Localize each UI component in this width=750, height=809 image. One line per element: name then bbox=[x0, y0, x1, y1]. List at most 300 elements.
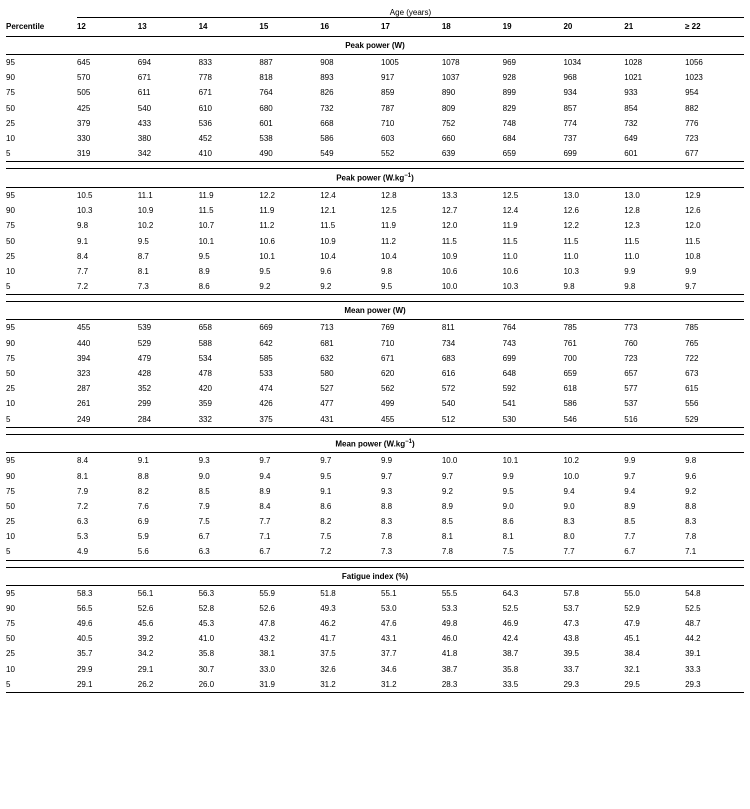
value-cell: 769 bbox=[381, 323, 395, 333]
value-cell: 8.1 bbox=[441, 532, 453, 542]
value-cell: 39.2 bbox=[137, 634, 154, 644]
value-cell: 10.6 bbox=[502, 267, 519, 276]
value-cell: 585 bbox=[259, 353, 273, 363]
value-cell: 660 bbox=[441, 134, 456, 144]
value-cell: 52.6 bbox=[259, 603, 275, 613]
value-cell: 12.5 bbox=[381, 206, 397, 216]
value-cell: 8.5 bbox=[624, 517, 636, 527]
value-cell: 639 bbox=[441, 149, 456, 159]
value-cell: 618 bbox=[563, 384, 577, 394]
value-cell: 556 bbox=[685, 399, 699, 409]
section-title: Peak power (W) bbox=[6, 37, 744, 55]
value-cell: 917 bbox=[381, 73, 395, 83]
value-cell: 7.3 bbox=[381, 547, 393, 557]
value-cell: 379 bbox=[76, 118, 91, 128]
percentile-cell: 25 bbox=[6, 649, 15, 659]
value-cell: 9.8 bbox=[76, 221, 89, 231]
value-cell: 11.5 bbox=[320, 221, 336, 231]
value-cell: 586 bbox=[320, 134, 334, 144]
value-cell: 8.7 bbox=[137, 251, 149, 261]
value-cell: 8.6 bbox=[320, 501, 332, 511]
value-cell: 1023 bbox=[685, 73, 703, 83]
value-cell: 6.3 bbox=[198, 547, 210, 557]
value-cell: 811 bbox=[441, 323, 455, 333]
value-cell: 8.3 bbox=[563, 517, 575, 527]
value-cell: 33.0 bbox=[259, 664, 275, 674]
value-cell: 541 bbox=[502, 399, 516, 409]
value-cell: 8.8 bbox=[137, 471, 149, 481]
value-cell: 425 bbox=[76, 103, 91, 113]
value-cell: 534 bbox=[198, 353, 212, 363]
value-cell: 710 bbox=[381, 118, 395, 128]
percentile-cell: 90 bbox=[6, 471, 15, 481]
value-cell: 499 bbox=[381, 399, 395, 409]
value-cell: 490 bbox=[259, 149, 273, 159]
value-cell: 9.2 bbox=[441, 486, 453, 496]
value-cell: 11.5 bbox=[685, 236, 701, 246]
value-cell: 540 bbox=[441, 399, 456, 409]
value-cell: 7.2 bbox=[320, 547, 332, 557]
table-row bbox=[6, 131, 744, 146]
value-cell: 299 bbox=[137, 399, 152, 409]
value-cell: 261 bbox=[76, 399, 91, 409]
value-cell: 9.5 bbox=[320, 471, 332, 481]
value-cell: 10.8 bbox=[685, 251, 701, 261]
value-cell: 694 bbox=[137, 58, 152, 68]
value-cell: 40.5 bbox=[76, 634, 93, 644]
table-row bbox=[6, 484, 744, 499]
value-cell: 882 bbox=[685, 103, 699, 113]
section-divider-cell bbox=[6, 162, 744, 169]
percentile-cell: 10 bbox=[6, 532, 15, 542]
value-cell: 12.8 bbox=[381, 191, 397, 201]
value-cell: 684 bbox=[502, 134, 516, 144]
column-header-row bbox=[6, 18, 744, 37]
value-cell: 8.3 bbox=[685, 517, 697, 527]
value-cell: 11.0 bbox=[563, 251, 579, 261]
value-cell: 12.6 bbox=[685, 206, 701, 216]
value-cell: 49.3 bbox=[320, 603, 336, 613]
value-cell: 699 bbox=[563, 149, 577, 159]
value-cell: 890 bbox=[441, 88, 456, 98]
percentile-cell: 10 bbox=[6, 267, 15, 276]
value-cell: 52.5 bbox=[685, 603, 701, 613]
value-cell: 31.2 bbox=[320, 679, 336, 689]
value-cell: 55.1 bbox=[381, 588, 397, 598]
value-cell: 530 bbox=[502, 414, 516, 424]
value-cell: 47.3 bbox=[563, 619, 580, 629]
value-cell: 529 bbox=[137, 338, 152, 348]
table-row bbox=[6, 320, 744, 336]
value-cell: 52.9 bbox=[624, 603, 640, 613]
value-cell: 56.3 bbox=[198, 588, 215, 598]
value-cell: 570 bbox=[76, 73, 91, 83]
value-cell: 887 bbox=[259, 58, 273, 68]
value-cell: 854 bbox=[624, 103, 638, 113]
percentile-cell: 75 bbox=[6, 88, 15, 98]
value-cell: 761 bbox=[563, 338, 577, 348]
value-cell: 41.8 bbox=[441, 649, 458, 659]
table-row bbox=[6, 585, 744, 601]
value-cell: 31.9 bbox=[259, 679, 275, 689]
value-cell: 774 bbox=[563, 118, 577, 128]
table-row bbox=[6, 218, 744, 233]
value-cell: 7.5 bbox=[198, 517, 210, 527]
value-cell: 11.9 bbox=[198, 191, 214, 201]
value-cell: 1078 bbox=[441, 58, 460, 68]
value-cell: 659 bbox=[502, 149, 516, 159]
value-cell: 580 bbox=[320, 368, 334, 378]
value-cell: 734 bbox=[441, 338, 456, 348]
value-cell: 12.0 bbox=[441, 221, 458, 231]
value-cell: 13.0 bbox=[624, 191, 640, 201]
value-cell: 723 bbox=[685, 134, 699, 144]
value-cell: 9.5 bbox=[502, 486, 514, 496]
value-cell: 10.0 bbox=[441, 456, 458, 466]
value-cell: 35.8 bbox=[198, 649, 215, 659]
section-title-row bbox=[6, 169, 744, 188]
value-cell: 9.5 bbox=[259, 267, 271, 276]
value-cell: 632 bbox=[320, 353, 334, 363]
value-cell: 7.3 bbox=[137, 282, 149, 292]
value-cell: 9.8 bbox=[381, 267, 393, 276]
table-row bbox=[6, 529, 744, 544]
value-cell: 533 bbox=[259, 368, 273, 378]
value-cell: 54.8 bbox=[685, 588, 701, 598]
percentile-cell: 50 bbox=[6, 103, 15, 113]
age-group-header: Age (years) bbox=[77, 8, 744, 18]
value-cell: 394 bbox=[76, 353, 91, 363]
section-divider-cell bbox=[6, 295, 744, 302]
value-cell: 8.4 bbox=[76, 456, 89, 466]
value-cell: 657 bbox=[624, 368, 638, 378]
value-cell: 431 bbox=[320, 414, 334, 424]
value-cell: 616 bbox=[441, 368, 456, 378]
value-cell: 9.7 bbox=[320, 456, 332, 466]
age-column-header-9: 20 bbox=[563, 22, 573, 31]
value-cell: 13.0 bbox=[563, 191, 580, 201]
value-cell: 9.3 bbox=[198, 456, 210, 466]
value-cell: 681 bbox=[320, 338, 334, 348]
value-cell: 773 bbox=[624, 323, 638, 333]
value-cell: 5.3 bbox=[76, 532, 89, 542]
value-cell: 592 bbox=[502, 384, 516, 394]
value-cell: 538 bbox=[259, 134, 273, 144]
value-cell: 11.1 bbox=[137, 191, 153, 201]
value-cell: 11.5 bbox=[624, 236, 640, 246]
value-cell: 332 bbox=[198, 414, 212, 424]
value-cell: 13.3 bbox=[441, 191, 458, 201]
percentile-cell: 50 bbox=[6, 368, 15, 378]
table-row bbox=[6, 677, 744, 693]
value-cell: 8.6 bbox=[198, 282, 210, 292]
value-cell: 9.9 bbox=[381, 456, 393, 466]
percentile-cell: 5 bbox=[6, 282, 11, 292]
percentile-cell: 75 bbox=[6, 486, 15, 496]
value-cell: 29.5 bbox=[624, 679, 640, 689]
value-cell: 764 bbox=[259, 88, 273, 98]
value-cell: 7.7 bbox=[76, 267, 89, 276]
value-cell: 7.8 bbox=[441, 547, 453, 557]
table-row bbox=[6, 381, 744, 396]
table-row bbox=[6, 279, 744, 295]
value-cell: 10.7 bbox=[198, 221, 215, 231]
value-cell: 477 bbox=[320, 399, 334, 409]
value-cell: 9.7 bbox=[685, 282, 697, 292]
value-cell: 700 bbox=[563, 353, 577, 363]
value-cell: 537 bbox=[624, 399, 638, 409]
value-cell: 7.5 bbox=[320, 532, 332, 542]
table-row bbox=[6, 85, 744, 100]
section-title: Mean power $(W.kg^{-1})$ bbox=[6, 434, 744, 453]
value-cell: 933 bbox=[624, 88, 638, 98]
value-cell: 829 bbox=[502, 103, 516, 113]
value-cell: 284 bbox=[137, 414, 152, 424]
value-cell: 9.5 bbox=[381, 282, 393, 292]
value-cell: 710 bbox=[381, 338, 395, 348]
value-cell: 47.9 bbox=[624, 619, 640, 629]
value-cell: 41.0 bbox=[198, 634, 215, 644]
value-cell: 46.2 bbox=[320, 619, 336, 629]
value-cell: 680 bbox=[259, 103, 273, 113]
value-cell: 380 bbox=[137, 134, 152, 144]
percentile-cell: 95 bbox=[6, 456, 15, 466]
value-cell: 29.3 bbox=[685, 679, 701, 689]
value-cell: 34.2 bbox=[137, 649, 154, 659]
table-row bbox=[6, 146, 744, 162]
section-divider-cell bbox=[6, 427, 744, 434]
value-cell: 934 bbox=[563, 88, 577, 98]
value-cell: 55.9 bbox=[259, 588, 275, 598]
value-cell: 5.9 bbox=[137, 532, 149, 542]
value-cell: 342 bbox=[137, 149, 152, 159]
value-cell: 11.2 bbox=[259, 221, 275, 231]
value-cell: 46.0 bbox=[441, 634, 458, 644]
table-row bbox=[6, 249, 744, 264]
age-column-header-2: 13 bbox=[137, 22, 147, 31]
value-cell: 668 bbox=[320, 118, 334, 128]
value-cell: 908 bbox=[320, 58, 334, 68]
value-cell: 512 bbox=[441, 414, 456, 424]
section-divider bbox=[6, 692, 744, 695]
value-cell: 833 bbox=[198, 58, 212, 68]
age-group-spacer bbox=[6, 8, 77, 18]
age-column-header-10: 21 bbox=[624, 22, 634, 31]
value-cell: 699 bbox=[502, 353, 516, 363]
value-cell: 45.3 bbox=[198, 619, 215, 629]
value-cell: 9.3 bbox=[381, 486, 393, 496]
value-cell: 899 bbox=[502, 88, 516, 98]
percentile-cell: 95 bbox=[6, 323, 15, 333]
percentile-cell: 90 bbox=[6, 73, 15, 83]
value-cell: 7.2 bbox=[76, 282, 89, 292]
value-cell: 29.1 bbox=[137, 664, 154, 674]
value-cell: 10.6 bbox=[441, 267, 458, 276]
table-row bbox=[6, 662, 744, 677]
value-cell: 12.6 bbox=[563, 206, 580, 216]
value-cell: 809 bbox=[441, 103, 456, 113]
value-cell: 673 bbox=[685, 368, 699, 378]
value-cell: 1056 bbox=[685, 58, 703, 68]
table-row bbox=[6, 187, 744, 203]
value-cell: 588 bbox=[198, 338, 212, 348]
value-cell: 10.3 bbox=[502, 282, 519, 292]
value-cell: 53.0 bbox=[381, 603, 397, 613]
value-cell: 9.0 bbox=[502, 501, 514, 511]
value-cell: 330 bbox=[76, 134, 91, 144]
section-title: Peak power $(W.kg^{-1})$ bbox=[6, 169, 744, 188]
value-cell: 928 bbox=[502, 73, 516, 83]
value-cell: 1005 bbox=[381, 58, 399, 68]
value-cell: 572 bbox=[441, 384, 456, 394]
value-cell: 10.2 bbox=[563, 456, 580, 466]
value-cell: 818 bbox=[259, 73, 273, 83]
table-row bbox=[6, 203, 744, 218]
value-cell: 669 bbox=[259, 323, 273, 333]
value-cell: 10.0 bbox=[563, 471, 580, 481]
value-cell: 33.7 bbox=[563, 664, 580, 674]
age-column-header-6: 17 bbox=[381, 22, 390, 31]
percentile-cell: 25 bbox=[6, 118, 15, 128]
table-row bbox=[6, 351, 744, 366]
percentile-cell: 25 bbox=[6, 384, 15, 394]
value-cell: 546 bbox=[563, 414, 577, 424]
value-cell: 9.4 bbox=[624, 486, 636, 496]
value-cell: 10.4 bbox=[320, 251, 336, 261]
value-cell: 55.0 bbox=[624, 588, 640, 598]
table-row bbox=[6, 366, 744, 381]
value-cell: 776 bbox=[685, 118, 699, 128]
value-cell: 658 bbox=[198, 323, 212, 333]
age-column-header-4: 15 bbox=[259, 22, 269, 31]
table-row bbox=[6, 396, 744, 411]
percentile-cell: 5 bbox=[6, 414, 11, 424]
value-cell: 12.1 bbox=[320, 206, 336, 216]
value-cell: 8.8 bbox=[685, 501, 697, 511]
value-cell: 7.2 bbox=[76, 501, 89, 511]
value-cell: 586 bbox=[563, 399, 577, 409]
value-cell: 9.4 bbox=[259, 471, 271, 481]
value-cell: 4.9 bbox=[76, 547, 89, 557]
value-cell: 671 bbox=[381, 353, 395, 363]
value-cell: 562 bbox=[381, 384, 395, 394]
value-cell: 52.8 bbox=[198, 603, 215, 613]
value-cell: 433 bbox=[137, 118, 152, 128]
section-divider bbox=[6, 427, 744, 434]
value-cell: 428 bbox=[137, 368, 152, 378]
value-cell: 748 bbox=[502, 118, 516, 128]
value-cell: 32.1 bbox=[624, 664, 640, 674]
value-cell: 10.3 bbox=[563, 267, 580, 276]
value-cell: 33.5 bbox=[502, 679, 519, 689]
value-cell: 6.3 bbox=[76, 517, 89, 527]
value-cell: 7.5 bbox=[502, 547, 514, 557]
value-cell: 26.0 bbox=[198, 679, 215, 689]
value-cell: 8.1 bbox=[502, 532, 514, 542]
value-cell: 32.6 bbox=[320, 664, 336, 674]
value-cell: 9.7 bbox=[259, 456, 271, 466]
value-cell: 603 bbox=[381, 134, 395, 144]
value-cell: 9.4 bbox=[563, 486, 575, 496]
value-cell: 8.3 bbox=[381, 517, 393, 527]
value-cell: 42.4 bbox=[502, 634, 519, 644]
table-row bbox=[6, 55, 744, 71]
age-column-header-7: 18 bbox=[441, 22, 451, 31]
value-cell: 7.1 bbox=[259, 532, 271, 542]
value-cell: 45.6 bbox=[137, 619, 154, 629]
table-row bbox=[6, 335, 744, 350]
value-cell: 8.9 bbox=[441, 501, 453, 511]
section-title: Fatigue index (%) bbox=[6, 567, 744, 585]
value-cell: 9.7 bbox=[381, 471, 393, 481]
value-cell: 549 bbox=[320, 149, 334, 159]
section-title: Mean power (W) bbox=[6, 302, 744, 320]
value-cell: 64.3 bbox=[502, 588, 519, 598]
value-cell: 45.1 bbox=[624, 634, 640, 644]
value-cell: 249 bbox=[76, 414, 91, 424]
value-cell: 601 bbox=[624, 149, 638, 159]
value-cell: 615 bbox=[685, 384, 699, 394]
value-cell: 10.9 bbox=[320, 236, 336, 246]
value-cell: 9.5 bbox=[137, 236, 149, 246]
value-cell: 8.0 bbox=[563, 532, 575, 542]
value-cell: 8.4 bbox=[259, 501, 271, 511]
value-cell: 9.1 bbox=[320, 486, 332, 496]
value-cell: 9.7 bbox=[624, 471, 636, 481]
section-divider bbox=[6, 560, 744, 567]
value-cell: 8.9 bbox=[198, 267, 210, 276]
value-cell: 764 bbox=[502, 323, 516, 333]
percentile-cell: 95 bbox=[6, 58, 15, 68]
value-cell: 9.8 bbox=[685, 456, 697, 466]
value-cell: 8.1 bbox=[137, 267, 149, 276]
value-cell: 10.1 bbox=[198, 236, 215, 246]
value-cell: 43.2 bbox=[259, 634, 275, 644]
percentile-cell: 75 bbox=[6, 619, 15, 629]
value-cell: 375 bbox=[259, 414, 273, 424]
value-cell: 55.5 bbox=[441, 588, 458, 598]
value-cell: 31.2 bbox=[381, 679, 397, 689]
value-cell: 44.2 bbox=[685, 634, 701, 644]
value-cell: 11.5 bbox=[563, 236, 579, 246]
percentile-cell: 95 bbox=[6, 191, 15, 201]
value-cell: 671 bbox=[137, 73, 152, 83]
table-row bbox=[6, 616, 744, 631]
value-cell: 10.3 bbox=[76, 206, 93, 216]
value-cell: 57.8 bbox=[563, 588, 580, 598]
table-row bbox=[6, 411, 744, 427]
value-cell: 52.6 bbox=[137, 603, 154, 613]
value-cell: 7.9 bbox=[198, 501, 210, 511]
value-cell: 39.1 bbox=[685, 649, 701, 659]
value-cell: 540 bbox=[137, 103, 152, 113]
value-cell: 30.7 bbox=[198, 664, 215, 674]
value-cell: 11.0 bbox=[624, 251, 640, 261]
value-cell: 645 bbox=[76, 58, 91, 68]
value-cell: 51.8 bbox=[320, 588, 336, 598]
value-cell: 737 bbox=[563, 134, 577, 144]
age-column-header-1: 12 bbox=[76, 22, 86, 31]
table-row bbox=[6, 70, 744, 85]
value-cell: 659 bbox=[563, 368, 577, 378]
percentile-cell: 95 bbox=[6, 588, 15, 598]
value-cell: 732 bbox=[624, 118, 638, 128]
value-cell: 52.5 bbox=[502, 603, 519, 613]
value-cell: 47.6 bbox=[381, 619, 397, 629]
value-cell: 968 bbox=[563, 73, 577, 83]
table-body bbox=[6, 8, 744, 695]
norms-table bbox=[6, 8, 744, 695]
